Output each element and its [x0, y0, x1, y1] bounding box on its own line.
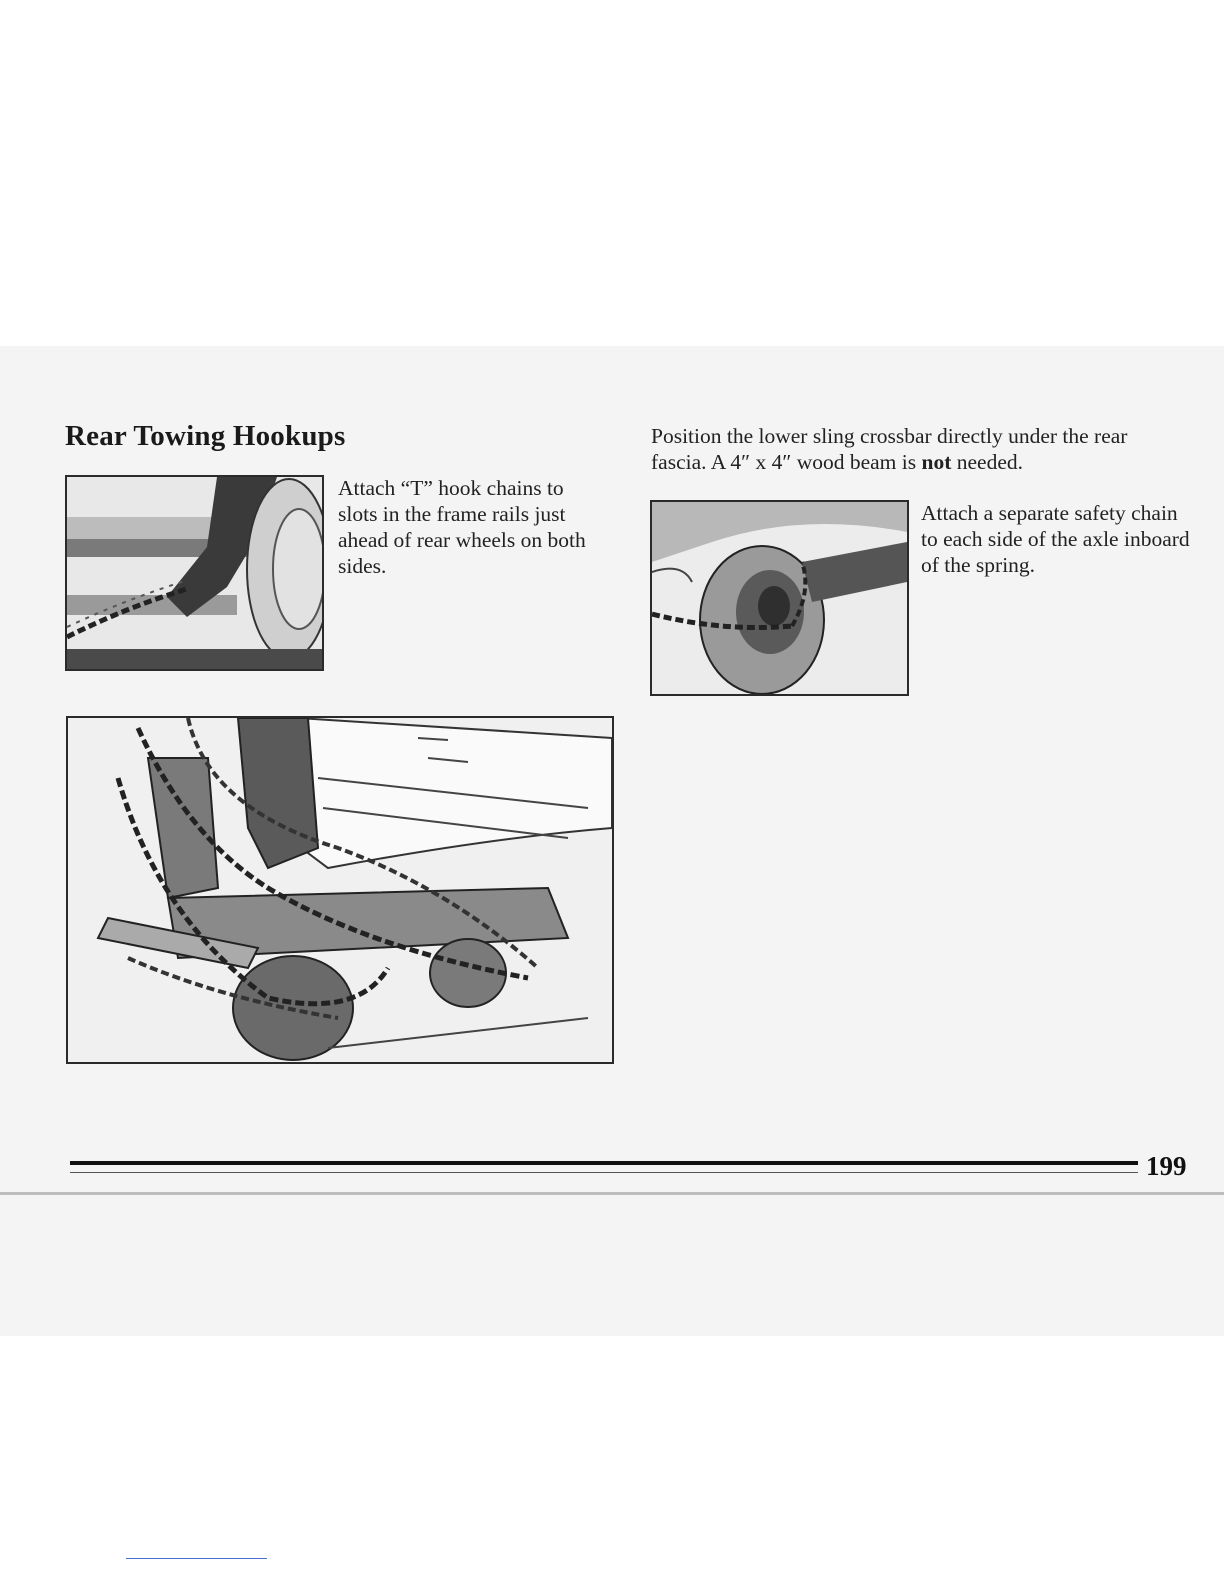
safety-chain-axle-illustration: [650, 500, 909, 696]
page-number: 199: [1146, 1151, 1187, 1181]
page-edge-divider: [0, 1192, 1224, 1195]
footer-rule: [70, 1161, 1138, 1165]
crossbar-text: fascia. A 4″ x 4″ wood beam is: [651, 450, 922, 474]
crossbar-instruction-line-2: [651, 449, 1196, 475]
crossbar-emphasis: not: [921, 450, 952, 474]
rear-sling-tow-illustration: [66, 716, 614, 1064]
footer-rule-thin: [70, 1172, 1138, 1173]
t-hook-chain-drawing: [67, 477, 322, 669]
t-hook-chain-illustration: [65, 475, 324, 671]
safety-chain-instruction: Attach a separate safety chain to each side of the axle inboard of the spring.: [921, 501, 1190, 577]
bottom-underline: [126, 1558, 267, 1559]
rear-sling-drawing: [68, 718, 612, 1062]
t-hook-instruction: Attach “T” hook chains to slots in the frame rails just ahead of rear wheels on both sides.: [338, 476, 586, 578]
section-title: Rear Towing Hookups: [65, 420, 346, 452]
safety-chain-drawing: [652, 502, 907, 694]
crossbar-text-end: needed.: [951, 450, 1024, 474]
crossbar-instruction-line-1: Position the lower sling crossbar directly under the rear: [651, 424, 1128, 448]
